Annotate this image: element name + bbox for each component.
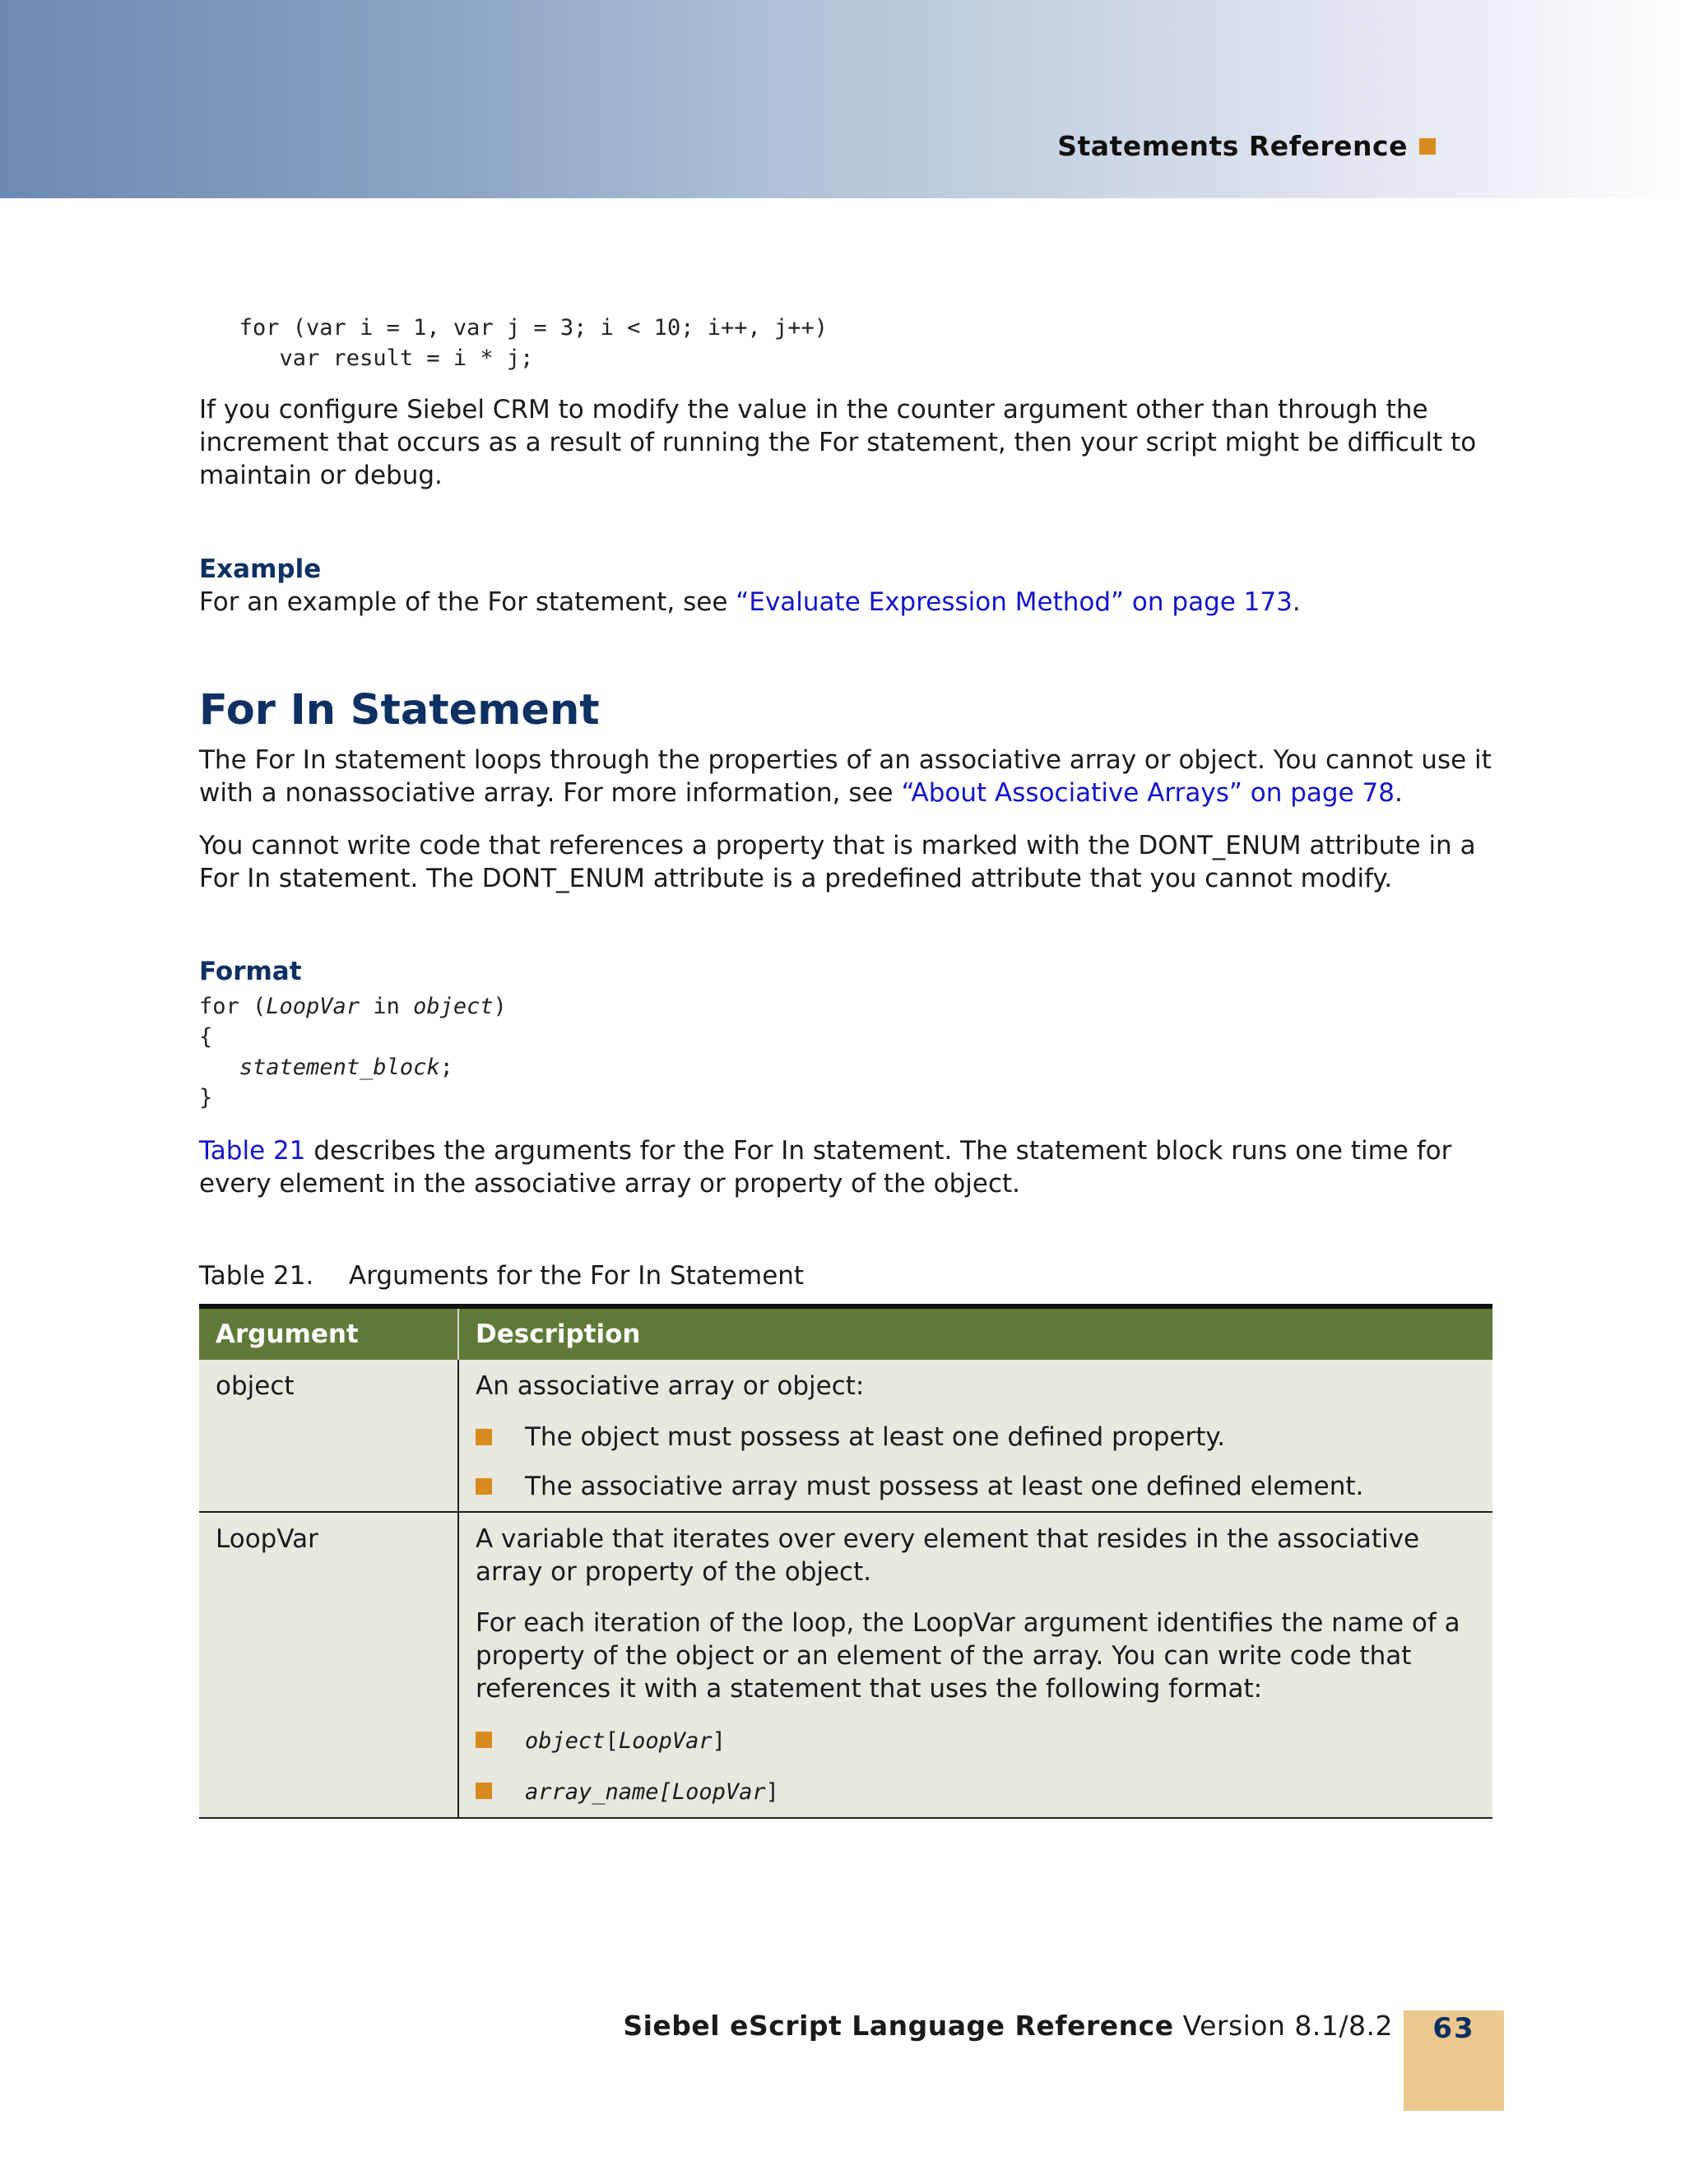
format-semicolon: ; [439, 1055, 453, 1080]
header-square-icon [1419, 138, 1436, 155]
code-bullet-name: object [525, 1728, 606, 1754]
code-bullet-open: [ [605, 1728, 619, 1754]
section-title: For In Statement [199, 686, 600, 735]
table-21-link[interactable]: Table 21 [199, 1136, 306, 1166]
table-header-row [199, 1306, 1492, 1360]
code-bullet-close: ] [765, 1779, 779, 1805]
arguments-table [199, 1304, 1492, 1819]
page-number: 63 [1432, 2012, 1475, 2045]
associative-arrays-link[interactable]: “About Associative Arrays” on page 78 [901, 778, 1395, 808]
format-loopvar: LoopVar [266, 994, 360, 1019]
list-item [476, 1774, 1476, 1809]
table-intro-text: describes the arguments for the For In statement. The statement block runs one time for every element in the associative array or property of the object. [199, 1136, 1452, 1199]
intro-paragraph: If you configure Siebel CRM to modify the value in the counter argument other than through the increment that occurs as a result of running the For statement, then your script might be difficult to maintain or debug. [199, 395, 1477, 490]
evaluate-expression-link[interactable]: “Evaluate Expression Method” on page 173 [736, 587, 1293, 617]
bullet-square-icon [476, 1783, 492, 1799]
table-row [199, 1360, 1492, 1512]
section-paragraph-2: You cannot write code that references a property that is marked with the DONT_ENUM attribute in a For In statement. The DONT_ENUM attribute is a predefined attribute that you cannot modify. [199, 831, 1476, 893]
footer [623, 2010, 1393, 2042]
code-line-2: var result = i * j; [199, 345, 534, 371]
code-block-for [199, 313, 1492, 373]
table-caption-title: Arguments for the For In Statement [349, 1261, 805, 1291]
format-in-keyword: in [360, 994, 414, 1019]
argument-cell: LoopVar [199, 1512, 458, 1818]
list-item [476, 1470, 1476, 1503]
format-for-keyword: for ( [199, 994, 267, 1019]
description-cell [458, 1360, 1492, 1512]
format-close-brace: } [199, 1085, 213, 1111]
running-header-title: Statements Reference [1057, 130, 1408, 162]
table-caption-number: Table 21. [199, 1261, 314, 1291]
format-open-brace: { [199, 1024, 213, 1050]
list-item [476, 1421, 1476, 1454]
footer-book-title: Siebel eScript Language Reference [623, 2010, 1174, 2042]
code-bullet-name: array_name [525, 1779, 659, 1805]
header-band [0, 0, 1685, 198]
example-text: For an example of the For statement, see [199, 587, 736, 617]
table-caption [199, 1259, 1492, 1292]
header-argument: Argument [199, 1306, 458, 1360]
example-paragraph [199, 586, 1492, 619]
format-code-block [199, 991, 1492, 1113]
description-cell [458, 1512, 1492, 1818]
description-text-2: For each iteration of the loop, the LoopVar argument identifies the name of a property of the object or an element of the array. You can write code that references it with a statement that uses the following format: [476, 1608, 1460, 1704]
bullet-square-icon [476, 1429, 492, 1445]
bullet-square-icon [476, 1478, 492, 1495]
code-bullet-open: [ [658, 1779, 672, 1805]
page-number-box [1404, 2010, 1504, 2111]
bullet-text: The object must possess at least one defined property. [525, 1422, 1226, 1452]
page-content [199, 313, 1492, 1819]
list-item [476, 1723, 1476, 1758]
example-period: . [1292, 587, 1301, 617]
code-bullet-var: LoopVar [671, 1779, 766, 1805]
footer-version: Version 8.1/8.2 [1173, 2010, 1393, 2042]
code-line-1: for (var i = 1, var j = 3; i < 10; i++, j++) [199, 315, 829, 341]
code-bullet-close: ] [712, 1728, 726, 1754]
code-bullet-var: LoopVar [618, 1728, 713, 1754]
bullet-text: The associative array must possess at least one defined element. [525, 1472, 1364, 1501]
table-row [199, 1512, 1492, 1818]
code-bullet [525, 1723, 726, 1758]
format-object: object [413, 994, 494, 1019]
format-indent [199, 1055, 239, 1080]
format-close-paren: ) [493, 994, 507, 1019]
code-bullet [525, 1774, 779, 1809]
description-text: An associative array or object: [476, 1371, 865, 1401]
example-heading: Example [199, 554, 322, 584]
format-heading: Format [199, 957, 302, 986]
running-header [1057, 130, 1436, 162]
section-para1-text: The For In statement loops through the properties of an associative array or object. You cannot use it with a nonassociative array. For more information, see [199, 745, 1492, 808]
argument-cell: object [199, 1360, 458, 1512]
section-para1-period: . [1394, 778, 1403, 808]
section-paragraph-1 [199, 744, 1492, 809]
description-text: A variable that iterates over every element that resides in the associative array or property of the object. [476, 1524, 1420, 1587]
format-statement-block: statement_block [239, 1055, 440, 1080]
bullet-square-icon [476, 1732, 492, 1748]
header-description: Description [458, 1306, 1492, 1360]
table-intro-paragraph [199, 1134, 1492, 1200]
